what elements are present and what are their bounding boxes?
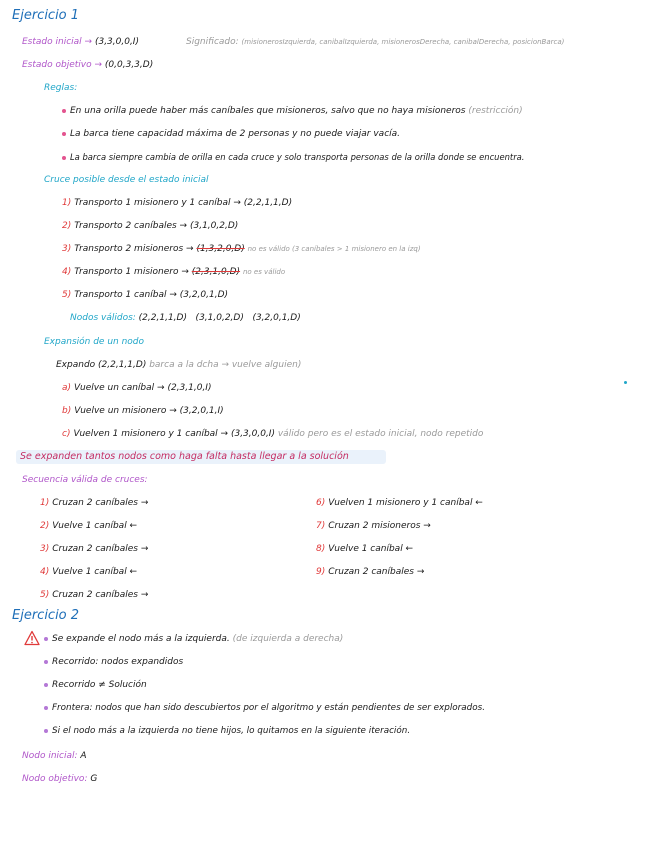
step-text: Vuelven 1 misionero y 1 caníbal ← bbox=[328, 498, 483, 508]
valid-nodes-row bbox=[70, 312, 301, 324]
bullet-icon bbox=[44, 729, 48, 733]
expansion-title: Expansión de un nodo bbox=[44, 337, 145, 347]
initial-state-label: Estado inicial → bbox=[22, 37, 93, 47]
expansion-value: (3,3,0,0,I) bbox=[230, 429, 275, 439]
highlight-text: Se expanden tantos nodos como haga falta hasta llegar a la solución bbox=[20, 451, 349, 462]
cross-value-struck: (2,3,1,0,D) bbox=[191, 267, 241, 277]
sequence-step bbox=[316, 566, 424, 578]
rule-text: La barca siempre cambia de orilla en cada cruce y solo transporta personas de la orilla donde se encuentra. bbox=[70, 152, 525, 162]
cross-text: Transporto 2 misioneros → bbox=[74, 244, 194, 254]
sequence-step bbox=[40, 520, 137, 532]
step-number: 4) bbox=[40, 567, 50, 577]
expansion-text: Vuelve un caníbal → bbox=[74, 383, 165, 393]
ej2-bullet-text: Recorrido ≠ Solución bbox=[52, 680, 147, 690]
cross-number: 5) bbox=[62, 290, 72, 300]
sequence-step bbox=[40, 543, 148, 555]
exercise-1-title: Ejercicio 1 bbox=[12, 8, 80, 23]
cross-text: Transporto 1 misionero y 1 caníbal → bbox=[74, 198, 241, 208]
step-number: 5) bbox=[40, 590, 50, 600]
sequence-step bbox=[40, 566, 137, 578]
step-text: Vuelve 1 caníbal ← bbox=[52, 567, 138, 577]
expansion-item bbox=[62, 405, 224, 417]
sequence-step bbox=[316, 520, 431, 532]
step-number: 9) bbox=[316, 567, 326, 577]
bullet-icon bbox=[62, 156, 66, 160]
ej2-bullet bbox=[44, 633, 343, 645]
crosses-title: Cruce posible desde el estado inicial bbox=[44, 175, 209, 185]
goal-node-value: G bbox=[90, 774, 98, 784]
cross-item bbox=[62, 289, 228, 301]
ej2-bullet bbox=[44, 679, 147, 691]
valid-nodes-label: Nodos válidos: bbox=[70, 313, 136, 323]
step-number: 6) bbox=[316, 498, 326, 508]
bullet-icon bbox=[44, 660, 48, 664]
rule-item bbox=[62, 128, 400, 140]
sequence-step bbox=[316, 497, 483, 509]
step-text: Vuelve 1 caníbal ← bbox=[328, 544, 414, 554]
sequence-step bbox=[316, 543, 413, 555]
ej2-bullet-note: (de izquierda a derecha) bbox=[232, 634, 344, 644]
ej2-bullet bbox=[44, 656, 183, 668]
rule-note: (restricción) bbox=[468, 106, 523, 116]
sequence-title: Secuencia válida de cruces: bbox=[22, 475, 148, 485]
step-number: 2) bbox=[40, 521, 50, 531]
cross-note: no es válido bbox=[242, 268, 286, 276]
step-number: 7) bbox=[316, 521, 326, 531]
cross-item bbox=[62, 220, 238, 232]
goal-state-row bbox=[22, 59, 153, 71]
initial-state-row bbox=[22, 36, 139, 48]
bullet-icon bbox=[44, 706, 48, 710]
goal-node-label: Nodo objetivo: bbox=[22, 774, 88, 784]
goal-node-row bbox=[22, 773, 97, 785]
rule-item bbox=[62, 151, 524, 163]
cross-item bbox=[62, 243, 421, 255]
cross-value-struck: (1,3,2,0,D) bbox=[196, 244, 245, 254]
expansion-item bbox=[62, 428, 483, 440]
cross-value: (3,2,0,1,D) bbox=[179, 290, 229, 300]
ej2-bullet-text: Recorrido: nodos expandidos bbox=[52, 657, 184, 667]
initial-node-label: Nodo inicial: bbox=[22, 751, 78, 761]
expansion-note: válido pero es el estado inicial, nodo repetido bbox=[277, 429, 484, 439]
ej2-bullet-text: Frontera: nodos que han sido descubiertos por el algoritmo y están pendientes de ser explorados. bbox=[52, 703, 486, 713]
bullet-icon bbox=[62, 109, 66, 113]
rule-item bbox=[62, 105, 523, 117]
expansion-text: Vuelve un misionero → bbox=[74, 406, 177, 416]
cross-value: (2,2,1,1,D) bbox=[243, 198, 293, 208]
cross-item bbox=[62, 266, 285, 278]
sequence-step bbox=[40, 589, 148, 601]
cross-number: 4) bbox=[62, 267, 72, 277]
bullet-icon bbox=[44, 683, 48, 687]
initial-node-value: A bbox=[80, 751, 87, 761]
step-number: 1) bbox=[40, 498, 50, 508]
rule-text: En una orilla puede haber más caníbales que misioneros, salvo que no haya misioneros bbox=[70, 106, 466, 116]
initial-state-value: (3,3,0,0,I) bbox=[94, 37, 139, 47]
initial-node-row bbox=[22, 750, 87, 762]
warning-icon bbox=[24, 630, 40, 646]
bullet-icon bbox=[62, 132, 66, 136]
meaning-value: (misionerosIzquierda, canibalIzquierda, misionerosDerecha, canibalDerecha, posicionBarca) bbox=[241, 38, 565, 46]
expansion-letter: a) bbox=[62, 383, 72, 393]
step-text: Cruzan 2 caníbales → bbox=[328, 567, 425, 577]
meaning-label: Significado: bbox=[186, 37, 239, 47]
cross-text: Transporto 2 caníbales → bbox=[74, 221, 188, 231]
expand-text: Expando (2,2,1,1,D) bbox=[56, 360, 147, 370]
step-number: 3) bbox=[40, 544, 50, 554]
exercise-2-title: Ejercicio 2 bbox=[12, 608, 80, 623]
step-text: Vuelve 1 caníbal ← bbox=[52, 521, 138, 531]
expansion-letter: c) bbox=[62, 429, 71, 439]
rules-title: Reglas: bbox=[44, 83, 78, 93]
rule-text: La barca tiene capacidad máxima de 2 personas y no puede viajar vacía. bbox=[70, 129, 401, 139]
expand-note: barca a la dcha → vuelve alguien) bbox=[149, 360, 302, 370]
step-text: Cruzan 2 caníbales → bbox=[52, 544, 149, 554]
cross-number: 3) bbox=[62, 244, 72, 254]
step-text: Cruzan 2 caníbales → bbox=[52, 498, 149, 508]
cross-text: Transporto 1 caníbal → bbox=[74, 290, 177, 300]
expand-row bbox=[56, 359, 301, 371]
cross-value: (3,1,0,2,D) bbox=[189, 221, 239, 231]
expansion-value: (3,2,0,1,I) bbox=[179, 406, 224, 416]
expansion-text: Vuelven 1 misionero y 1 caníbal → bbox=[73, 429, 229, 439]
expansion-item bbox=[62, 382, 211, 394]
bullet-icon bbox=[44, 637, 48, 641]
expansion-value: (2,3,1,0,I) bbox=[167, 383, 212, 393]
ej2-bullet-text: Si el nodo más a la izquierda no tiene hijos, lo quitamos en la siguiente iteración. bbox=[52, 726, 411, 736]
cross-number: 1) bbox=[62, 198, 72, 208]
step-text: Cruzan 2 caníbales → bbox=[52, 590, 149, 600]
stray-dot bbox=[624, 381, 627, 384]
cross-number: 2) bbox=[62, 221, 72, 231]
ej2-bullet bbox=[44, 702, 485, 714]
goal-state-label: Estado objetivo → bbox=[22, 60, 103, 70]
meaning-row bbox=[186, 36, 564, 48]
cross-text: Transporto 1 misionero → bbox=[74, 267, 189, 277]
cross-note: no es válido (3 caníbales > 1 misionero en la izq) bbox=[247, 245, 421, 253]
sequence-step bbox=[40, 497, 148, 509]
ej2-bullet bbox=[44, 725, 410, 737]
step-number: 8) bbox=[316, 544, 326, 554]
step-text: Cruzan 2 misioneros → bbox=[328, 521, 431, 531]
cross-item bbox=[62, 197, 292, 209]
goal-state-value: (0,0,3,3,D) bbox=[104, 60, 154, 70]
ej2-bullet-text: Se expande el nodo más a la izquierda. bbox=[52, 634, 230, 644]
expansion-letter: b) bbox=[62, 406, 72, 416]
valid-nodes-value: (2,2,1,1,D) (3,1,0,2,D) (3,2,0,1,D) bbox=[138, 313, 301, 323]
